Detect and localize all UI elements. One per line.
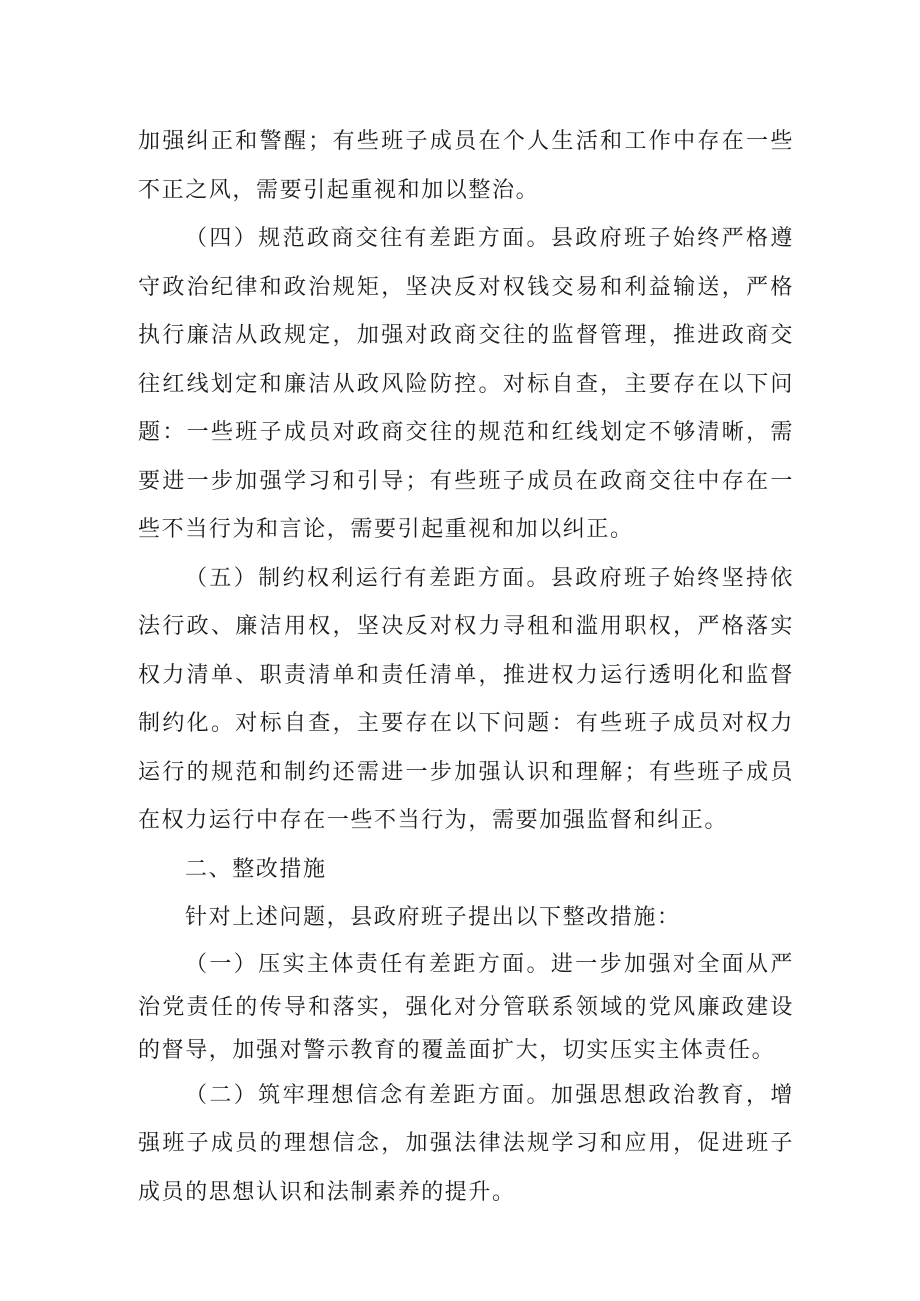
paragraph-section-four: （四）规范政商交往有差距方面。县政府班子始终严格遵守政治纪律和政治规矩，坚决反对权钱交易和利益输送，严格执行廉洁从政规定，加强对政商交往的监督管理，推进政商交往红线划定和廉洁从政风险防控。对标自查，主要存在以下问题：一些班子成员对政商交往的规范和红线划定不够清晰，需要进一步加强学习和引导；有些班子成员在政商交往中存在一些不当行为和言论，需要引起重视和加以纠正。	[138, 226, 794, 542]
document-page	[138, 118, 794, 1217]
paragraph-section-five: （五）制约权利运行有差距方面。县政府班子始终坚持依法行政、廉洁用权，坚决反对权力寻租和滥用职权，严格落实权力清单、职责清单和责任清单，推进权力运行透明化和监督制约化。对标自查，主要存在以下问题：有些班子成员对权力运行的规范和制约还需进一步加强认识和理解；有些班子成员在权力运行中存在一些不当行为，需要加强监督和纠正。	[138, 565, 794, 833]
paragraph-measure-two: （二）筑牢理想信念有差距方面。加强思想政治教育，增强班子成员的理想信念，加强法律法规学习和应用，促进班子成员的思想认识和法制素养的提升。	[138, 1082, 794, 1205]
paragraph-measure-one: （一）压实主体责任有差距方面。进一步加强对全面从严治党责任的传导和落实，强化对分管联系领域的党风廉政建设的督导，加强对警示教育的覆盖面扩大，切实压实主体责任。	[138, 951, 794, 1063]
paragraph-continuation: 加强纠正和警醒；有些班子成员在个人生活和工作中存在一些不正之风，需要引起重视和加以整治。	[138, 129, 794, 203]
paragraph-rectification-intro: 针对上述问题，县政府班子提出以下整改措施：	[185, 905, 681, 930]
section-heading-rectification: 二、整改措施	[185, 856, 327, 882]
